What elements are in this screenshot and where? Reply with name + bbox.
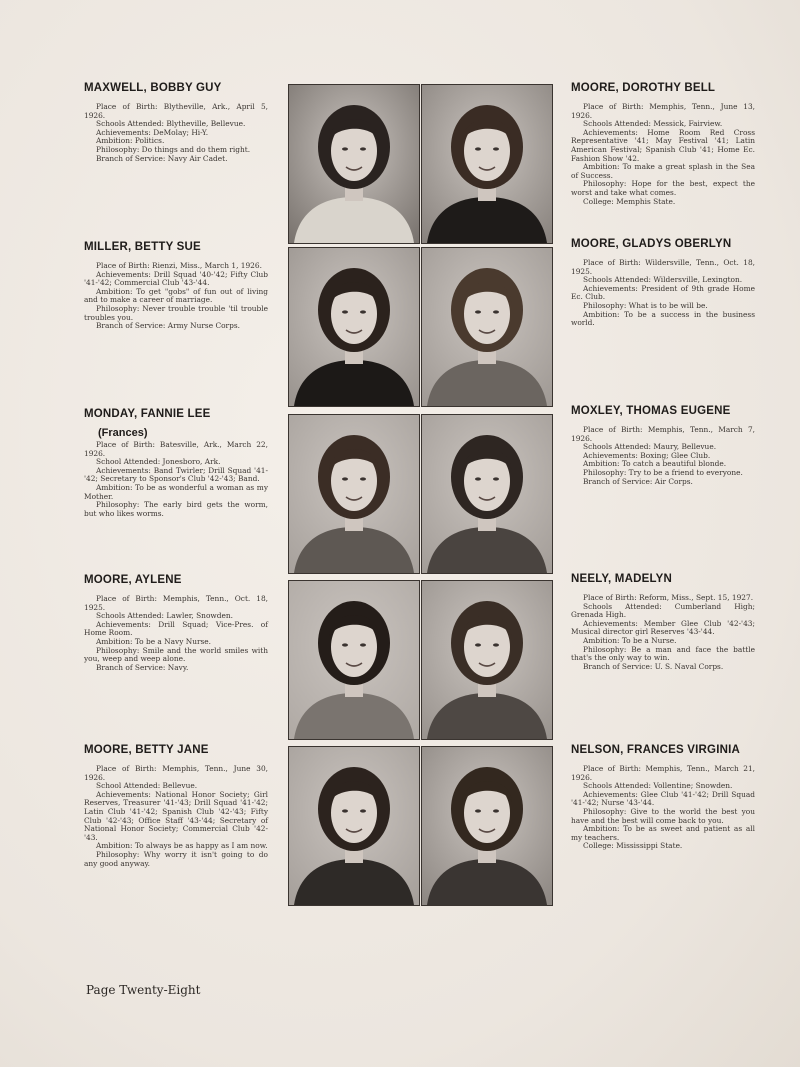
bio-line: Ambition: To be as sweet and patient as all my teachers. bbox=[571, 824, 755, 842]
bio-line: Place of Birth: Memphis, Tenn., June 30, 1926. bbox=[84, 764, 268, 782]
bio-line: Place of Birth: Memphis, Tenn., March 7, 1926. bbox=[571, 425, 755, 443]
bio-line: Branch of Service: Navy. bbox=[96, 662, 189, 672]
bio-line: Schools Attended: Lawler, Snowden. bbox=[96, 611, 233, 621]
student-bio bbox=[84, 441, 268, 518]
bio-line: Branch of Service: Navy Air Cadet. bbox=[96, 153, 228, 163]
portrait-eye bbox=[475, 310, 481, 313]
bio-line: Place of Birth: Memphis, Tenn., March 21, 1926. bbox=[571, 764, 755, 782]
portrait-eye bbox=[360, 147, 366, 150]
bio-line: Achievements: Member Glee Club '42-'43; Musical director girl Reserves '43-'44. bbox=[571, 618, 755, 637]
bio-line: Place of Birth: Batesville, Ark., March 22, 1926. bbox=[84, 440, 268, 458]
bio-line: Place of Birth: Wildersville, Tenn., Oct. 18, 1925. bbox=[571, 258, 755, 276]
student-bio bbox=[571, 103, 755, 206]
bio-line: Ambition: To get "gobs" of fun out of living and to make a career of marriage. bbox=[84, 286, 268, 305]
page-number: Page Twenty-Eight bbox=[86, 983, 201, 997]
portrait-eye bbox=[342, 310, 348, 313]
portrait-eye bbox=[360, 643, 366, 646]
student-bio bbox=[571, 765, 755, 851]
bio-line: Achievements: Drill Squad; Vice-Pres. of Home Room. bbox=[84, 619, 268, 638]
bio-line: College: Mississippi State. bbox=[583, 841, 683, 851]
entry-moore-aylene bbox=[84, 574, 268, 672]
portrait-eye bbox=[360, 310, 366, 313]
student-portrait bbox=[288, 247, 420, 407]
bio-line: Ambition: To make a great splash in the Sea of Success. bbox=[571, 162, 755, 180]
bio-line: Achievements: Drill Squad '40-'42; Fifty Club '41-'42; Commercial Club '43-'44. bbox=[84, 269, 268, 288]
portrait-eye bbox=[342, 477, 348, 480]
bio-line: Place of Birth: Memphis, Tenn., June 13, 1926. bbox=[571, 102, 755, 120]
portrait-eye bbox=[493, 643, 499, 646]
bio-line: Philosophy: Never trouble trouble 'til trouble troubles you. bbox=[84, 303, 268, 322]
bio-line: Schools Attended: Messick, Fairview. bbox=[583, 119, 723, 129]
bio-line: Place of Birth: Reform, Miss., Sept. 15, 1927. bbox=[583, 593, 754, 602]
bio-line: Place of Birth: Blytheville, Ark., April 5, 1926. bbox=[84, 102, 268, 120]
portrait-eye bbox=[475, 477, 481, 480]
student-portrait bbox=[421, 580, 553, 740]
bio-line: Philosophy: Why worry it isn't going to do any good anyway. bbox=[84, 849, 268, 868]
student-name: MOORE, GLADYS OBERLYN bbox=[571, 238, 732, 250]
bio-line: Branch of Service: Army Nurse Corps. bbox=[96, 321, 240, 331]
bio-line: Schools Attended: Wildersville, Lexington. bbox=[583, 275, 743, 285]
portrait-eye bbox=[342, 809, 348, 812]
bio-line: Philosophy: The early bird gets the worm, but who likes worms. bbox=[84, 500, 268, 518]
bio-line: Achievements: President of 9th grade Home Ec. Club. bbox=[571, 283, 755, 302]
student-bio bbox=[84, 765, 268, 868]
bio-line: Place of Birth: Memphis, Tenn., Oct. 18, 1925. bbox=[84, 594, 268, 612]
portrait-eye bbox=[493, 147, 499, 150]
student-bio bbox=[571, 426, 755, 486]
student-bio bbox=[571, 594, 755, 671]
bio-line: Philosophy: Do things and do them right. bbox=[96, 144, 251, 154]
bio-line: Achievements: Glee Club '41-'42; Drill Squad '41-'42; Nurse '43-'44. bbox=[571, 789, 755, 808]
entry-maxwell-bobby-guy bbox=[84, 82, 268, 163]
entry-miller-betty-sue bbox=[84, 241, 268, 331]
entry-moore-gladys-oberlyn bbox=[571, 238, 755, 328]
portrait-eye bbox=[342, 147, 348, 150]
bio-line: Place of Birth: Rienzi, Miss., March 1, 1926. bbox=[96, 261, 262, 270]
student-portrait bbox=[421, 414, 553, 574]
student-name: NEELY, MADELYN bbox=[571, 573, 673, 585]
bio-line: Philosophy: Hope for the best, expect the worst and take what comes. bbox=[571, 179, 755, 197]
bio-line: Philosophy: What is to be will be. bbox=[583, 300, 708, 310]
entry-nelson-frances-virginia bbox=[571, 744, 755, 851]
entry-neely-madelyn bbox=[571, 573, 755, 671]
student-bio bbox=[571, 259, 755, 328]
bio-line: Philosophy: Smile and the world smiles with you, weep and weep alone. bbox=[84, 645, 268, 664]
bio-line: School Attended: Jonesboro, Ark. bbox=[96, 457, 221, 467]
student-name: MOXLEY, THOMAS EUGENE bbox=[571, 405, 731, 417]
student-nickname: (Frances) bbox=[98, 427, 148, 439]
bio-line: Philosophy: Give to the world the best you have and the best will come back to you. bbox=[571, 806, 755, 825]
bio-line: Achievements: Home Room Red Cross Representative '41; May Festival '41; Latin American Festival; Spanish Club '41; Home Ec. Fashion Show '42. bbox=[571, 127, 755, 163]
bio-line: Ambition: To always be as happy as I am now. bbox=[96, 841, 268, 851]
bio-line: Branch of Service: U. S. Naval Corps. bbox=[583, 661, 724, 671]
bio-line: Ambition: To be as wonderful a woman as my Mother. bbox=[84, 482, 268, 501]
bio-line: Ambition: Politics. bbox=[96, 136, 165, 146]
student-portrait bbox=[288, 580, 420, 740]
entry-moore-dorothy-bell bbox=[571, 82, 755, 206]
student-portrait bbox=[288, 746, 420, 906]
bio-line: Ambition: To catch a beautiful blonde. bbox=[583, 459, 727, 469]
student-bio bbox=[84, 262, 268, 331]
bio-line: Achievements: Boxing; Glee Club. bbox=[583, 450, 711, 460]
portrait-eye bbox=[493, 310, 499, 313]
student-name: MOORE, BETTY JANE bbox=[84, 744, 209, 756]
student-name: MILLER, BETTY SUE bbox=[84, 241, 201, 253]
student-name: MOORE, AYLENE bbox=[84, 574, 182, 586]
student-bio bbox=[84, 103, 268, 163]
portrait-eye bbox=[342, 643, 348, 646]
bio-line: Ambition: To be a Navy Nurse. bbox=[96, 636, 212, 646]
portrait-eye bbox=[475, 643, 481, 646]
entry-moore-betty-jane bbox=[84, 744, 268, 868]
bio-line: School Attended: Bellevue. bbox=[96, 781, 198, 791]
bio-line: Achievements: Band Twirler; Drill Squad '41-'42; Secretary to Sponsor's Club '42-'43; Band. bbox=[84, 465, 268, 484]
portrait-eye bbox=[360, 477, 366, 480]
bio-line: Philosophy: Try to be a friend to everyone. bbox=[583, 467, 743, 477]
bio-line: Achievements: DeMolay; Hi-Y. bbox=[96, 127, 209, 137]
entry-monday-fannie-lee bbox=[84, 408, 268, 518]
bio-line: College: Memphis State. bbox=[583, 196, 676, 206]
bio-line: Schools Attended: Blytheville, Bellevue. bbox=[96, 119, 246, 129]
portrait-eye bbox=[360, 809, 366, 812]
bio-line: Schools Attended: Vollentine; Snowden. bbox=[583, 781, 733, 791]
portrait-eye bbox=[493, 477, 499, 480]
student-portrait bbox=[421, 746, 553, 906]
bio-line: Schools Attended: Cumberland High; Grenada High. bbox=[571, 601, 755, 620]
student-bio bbox=[84, 595, 268, 672]
student-portrait bbox=[288, 84, 420, 244]
student-portrait bbox=[421, 247, 553, 407]
bio-line: Achievements: National Honor Society; Girl Reserves, Treasurer '41-'43; Drill Squad '41-'42; Latin Club '41-'42; Spanish Club '42-'43; Fifty Club '42-'43; Office Staff '43-'44; Secretary of National Honor Society; Commercial Club '42-'43. bbox=[84, 789, 268, 842]
student-name: MAXWELL, BOBBY GUY bbox=[84, 82, 222, 94]
student-name: MOORE, DOROTHY BELL bbox=[571, 82, 716, 94]
bio-line: Philosophy: Be a man and face the battle that's the only way to win. bbox=[571, 644, 755, 663]
bio-line: Branch of Service: Air Corps. bbox=[583, 476, 693, 486]
portrait-eye bbox=[475, 147, 481, 150]
student-name: MONDAY, FANNIE LEE bbox=[84, 408, 211, 420]
bio-line: Ambition: To be a Nurse. bbox=[583, 635, 677, 645]
student-portrait bbox=[421, 84, 553, 244]
student-portrait bbox=[288, 414, 420, 574]
bio-line: Schools Attended: Maury, Bellevue. bbox=[583, 442, 717, 452]
portrait-eye bbox=[493, 809, 499, 812]
bio-line: Ambition: To be a success in the business world. bbox=[571, 309, 755, 328]
student-name: NELSON, FRANCES VIRGINIA bbox=[571, 744, 741, 756]
entry-moxley-thomas-eugene bbox=[571, 405, 755, 486]
portrait-eye bbox=[475, 809, 481, 812]
